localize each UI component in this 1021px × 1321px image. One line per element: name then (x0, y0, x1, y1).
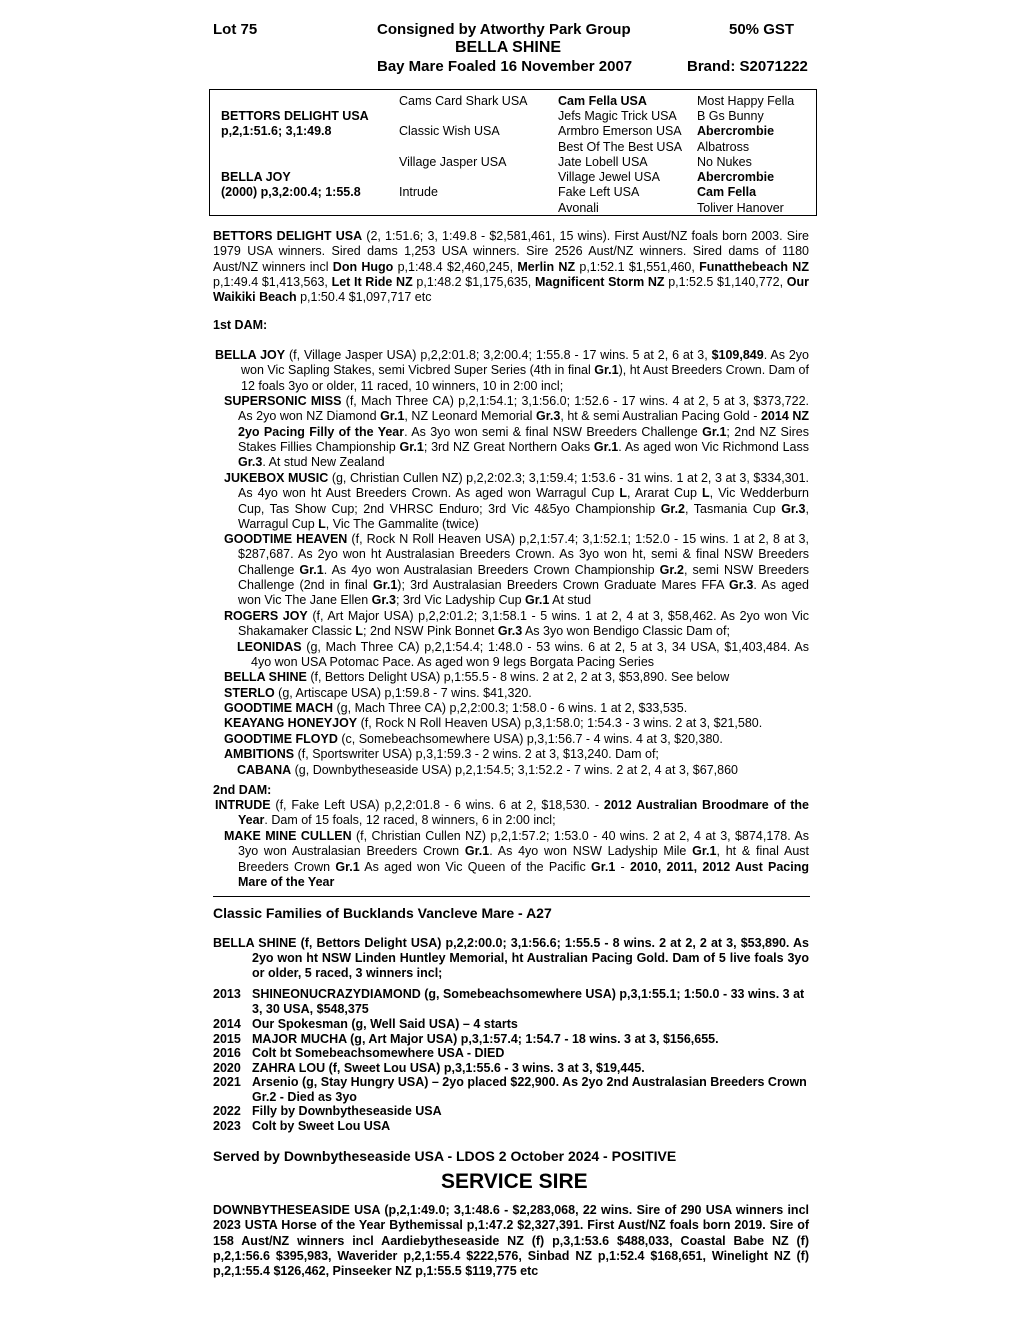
pedigree-gen4: B Gs Bunny (697, 109, 764, 123)
entry-bella-joy: BELLA JOY (f, Village Jasper USA) p,2,2:01.8; 3,2:00.4; 1:55.8 - 17 wins. 5 at 2, 6 at 3, $109,849. As 2yo won Vic Sapling Stakes, semi Vicbred Super Series (4th in final Gr.1), ht Aust Breeders Crown. Dam of 12 foals 3yo or older, 11 raced, 10 winners, 10 in 2:00 incl; (215, 348, 809, 393)
progeny-row: 2021 Arsenio (g, Stay Hungry USA) – 2yo placed $22,900. As 2yo 2nd Australasian Breeders Crown Gr.2 - Died as 3yo (213, 1075, 807, 1104)
progeny-row: 2016 Colt bt Somebeachsomewhere USA - DIED (213, 1046, 505, 1060)
pedigree-gen2: Cams Card Shark USA (399, 94, 528, 108)
pedigree-gen3: Jefs Magic Trick USA (558, 109, 677, 123)
sire-paragraph: BETTORS DELIGHT USA (2, 1:51.6; 3, 1:49.8 - $2,581,461, 15 wins). First Aust/NZ foals born 2003. Sire 1979 USA winners. Sired dams 1,253 USA winners. Sire 2526 Aust/NZ winners. Sired dams of 1180 Aust/NZ winners incl Don Hugo p,1:48.4 $2,460,245, Merlin NZ p,1:52.1 $1,551,460, Funatthebeach NZ p,1:49.4 $1,413,563, Let It Ride NZ p,1:48.2 $1,175,635, Magnificent Storm NZ p,1:52.5 $1,140,772, Our Waikiki Beach p,1:50.4 $1,097,717 etc (213, 229, 809, 305)
pedigree-gen4: Cam Fella (697, 185, 757, 199)
pedigree-gen3: Jate Lobell USA (558, 155, 648, 169)
pedigree-gen2: Classic Wish USA (399, 124, 500, 138)
entry-sterlo: STERLO (g, Artiscape USA) p,1:59.8 - 7 wins. $41,320. (224, 686, 532, 700)
pedigree-gen4: Albatross (697, 140, 750, 154)
section-divider (213, 896, 810, 897)
pedigree-gen3: Avonali (558, 201, 599, 215)
horse-name: BELLA SHINE (455, 39, 562, 56)
service-sire-heading: SERVICE SIRE (441, 1170, 588, 1193)
pedigree-sire-record: p,2,1:51.6; 3,1:49.8 (221, 124, 332, 138)
progeny-row: 2023 Colt by Sweet Lou USA (213, 1119, 391, 1133)
entry-goodtime-floyd: GOODTIME FLOYD (c, Somebeachsomewhere USA) p,3,1:56.7 - 4 wins. 4 at 3, $20,380. (224, 732, 723, 746)
brand: Brand: S2071222 (687, 58, 808, 75)
entry-keayang-honeyjoy: KEAYANG HONEYJOY (f, Rock N Roll Heaven USA) p,3,1:58.0; 1:54.3 - 3 wins. 2 at 3, $21,580. (224, 716, 763, 730)
pedigree-gen4: Toliver Hanover (697, 201, 784, 215)
pedigree-gen4: Abercrombie (697, 124, 775, 138)
pedigree-table (209, 89, 817, 216)
entry-goodtime-mach: GOODTIME MACH (g, Mach Three CA) p,2,2:00.3; 1:58.0 - 6 wins. 1 at 2, $33,535. (224, 701, 688, 715)
first-dam-heading: 1st DAM: (213, 318, 268, 332)
progeny-row: 2022 Filly by Downbytheseaside USA (213, 1104, 442, 1118)
entry-supersonic-miss: SUPERSONIC MISS (f, Mach Three CA) p,2,1:54.1; 3,1:56.0; 1:52.6 - 17 wins. 4 at 2, 5 at 3, $373,722. As 2yo won NZ Diamond Gr.1, NZ Leonard Memorial Gr.3, ht & semi Australian Pacing Gold - 2014 NZ 2yo Pacing Filly of the Year. As 3yo won semi & final NSW Breeders Challenge Gr.1; 2nd NZ Sires Stakes Fillies Championship Gr.1; 3rd NZ Great Northern Oaks Gr.1. As aged won Vic Richmond Lass Gr.3. At stud New Zealand (224, 394, 810, 470)
pedigree-gen4: No Nukes (697, 155, 752, 169)
horse-description: Bay Mare Foaled 16 November 2007 (377, 58, 633, 75)
entry-intrude: INTRUDE (f, Fake Left USA) p,2,2:01.8 - 6 wins. 6 at 2, $18,530. - 2012 Australian Broodmare of the Year. Dam of 15 foals, 12 raced, 8 winners, 6 in 2:00 incl; (215, 798, 809, 828)
pedigree-sire: BETTORS DELIGHT USA (221, 109, 369, 123)
pedigree-gen2: Intrude (399, 185, 438, 199)
family-lead: BELLA SHINE (f, Bettors Delight USA) p,2,2:00.0; 3,1:56.6; 1:55.5 - 8 wins. 2 at 2, 2 at 3, $53,890. As 2yo won ht NSW Linden Huntley Memorial, ht Australian Pacing Gold. Dam of 5 live foals 3yo or older, 5 raced, 3 winners incl; (213, 936, 809, 980)
progeny-row: 2013 SHINEONUCRAZYDIAMOND (g, Somebeachsomewhere USA) p,3,1:55.1; 1:50.0 - 33 wins. 3 at 3, 30 USA, $548,375 (213, 987, 805, 1016)
entry-bella-shine: BELLA SHINE (f, Bettors Delight USA) p,1:55.5 - 8 wins. 2 at 2, 2 at 3, $53,890. See below (224, 670, 730, 684)
entry-goodtime-heaven: GOODTIME HEAVEN (f, Rock N Roll Heaven USA) p,2,1:57.4; 3,1:52.1; 1:52.0 - 15 wins. 1 at 2, 8 at 3, $287,687. As 2yo won ht Australasian Breeders Crown. As 3yo won ht, semi & final NSW Breeders Challenge Gr.1. As 4yo won Australasian Breeders Crown Championship Gr.2, semi NSW Breeders Challenge (2nd in final Gr.1); 3rd Australasian Breeders Crown Graduate Mares FFA Gr.3. As aged won Vic The Jane Ellen Gr.3; 3rd Vic Ladyship Cup Gr.1 At stud (224, 532, 810, 608)
second-dam-heading: 2nd DAM: (213, 783, 272, 797)
pedigree-dam-record: (2000) p,3,2:00.4; 1:55.8 (221, 185, 361, 199)
pedigree-gen2: Village Jasper USA (399, 155, 507, 169)
progeny-row: 2020 ZAHRA LOU (f, Sweet Lou USA) p,3,1:55.6 - 3 wins. 3 at 3, $19,445. (213, 1061, 645, 1075)
pedigree-gen4: Abercrombie (697, 170, 775, 184)
gst-label: 50% GST (729, 21, 795, 38)
lot-number: Lot 75 (213, 21, 258, 38)
pedigree-gen4: Most Happy Fella (697, 94, 795, 108)
progeny-row: 2015 MAJOR MUCHA (g, Art Major USA) p,3,1:57.4; 1:54.7 - 18 wins. 3 at 3, $156,655. (213, 1032, 719, 1046)
pedigree-gen3: Armbro Emerson USA (558, 124, 682, 138)
entry-rogers-joy: ROGERS JOY (f, Art Major USA) p,2,2:01.2; 3,1:58.1 - 5 wins. 1 at 2, 4 at 3, $58,462. As 2yo won Vic Shakamaker Classic L; 2nd NSW Pink Bonnet Gr.3 As 3yo won Bendigo Classic Dam of; (224, 609, 809, 639)
pedigree-gen3: Best Of The Best USA (558, 140, 683, 154)
progeny-row: 2014 Our Spokesman (g, Well Said USA) – 4 starts (213, 1017, 518, 1031)
consignor: Consigned by Atworthy Park Group (377, 21, 631, 38)
pedigree-dam: BELLA JOY (221, 170, 291, 184)
service-sire-paragraph: DOWNBYTHESEASIDE USA (p,2,1:49.0; 3,1:48.6 - $2,283,068, 22 wins. Sire of 290 USA winners incl 2023 USTA Horse of the Year Bythemissal p,1:47.2 $2,327,391. First Aust/NZ foals born 2019. Sire of 158 Aust/NZ winners incl Aardiebytheseaside NZ (f) p,3,1:53.6 $488,033, Coastal Babe NZ (f) p,2,1:56.6 $395,983, Waverider p,2,1:55.4 $222,576, Sinbad NZ p,1:52.4 $168,651, Winelight NZ (f) p,2,1:55.4 $126,462, Pinseeker NZ p,1:55.5 $119,775 etc (213, 1203, 809, 1279)
family-title: Classic Families of Bucklands Vancleve Mare - A27 (213, 905, 552, 921)
served-line: Served by Downbytheseaside USA - LDOS 2 October 2024 - POSITIVE (213, 1148, 677, 1164)
entry-leonidas: LEONIDAS (g, Mach Three CA) p,2,1:54.4; 1:48.0 - 53 wins. 6 at 2, 5 at 3, 34 USA, $1,403,484. As 4yo won USA Potomac Pace. As aged won 9 legs Borgata Pacing Series (237, 640, 809, 670)
entry-ambitions: AMBITIONS (f, Sportswriter USA) p,3,1:59.3 - 2 wins. 2 at 3, $13,240. Dam of; (224, 747, 659, 761)
pedigree-gen3: Cam Fella USA (558, 94, 647, 108)
entry-jukebox-music: JUKEBOX MUSIC (g, Christian Cullen NZ) p,2,2:02.3; 3,1:59.4; 1:53.6 - 31 wins. 1 at 2, 3 at 3, $334,301. As 4yo won ht Aust Breeders Crown. As aged won Warragul Cup L, Ararat Cup L, Vic Wedderburn Cup, Tas Show Cup; 2nd VHRSC Enduro; 3rd Vic 4&5yo Championship Gr.2, Tasmania Cup Gr.3, Warragul Cup L, Vic The Gammalite (twice) (224, 471, 809, 531)
entry-make-mine-cullen: MAKE MINE CULLEN (f, Christian Cullen NZ) p,2,1:57.2; 1:53.0 - 40 wins. 2 at 2, 4 at 3, $874,178. As 3yo won Australasian Breeders Crown Gr.1. As 4yo won NSW Ladyship Mile Gr.1, ht & final Aust Breeders Crown Gr.1 As aged won Vic Queen of the Pacific Gr.1 - 2010, 2011, 2012 Aust Pacing Mare of the Year (224, 829, 810, 889)
pedigree-gen3: Village Jewel USA (558, 170, 660, 184)
entry-cabana: CABANA (g, Downbytheseaside USA) p,2,1:54.5; 3,1:52.2 - 7 wins. 2 at 2, 4 at 3, $67,860 (237, 763, 738, 777)
pedigree-gen3: Fake Left USA (558, 185, 640, 199)
